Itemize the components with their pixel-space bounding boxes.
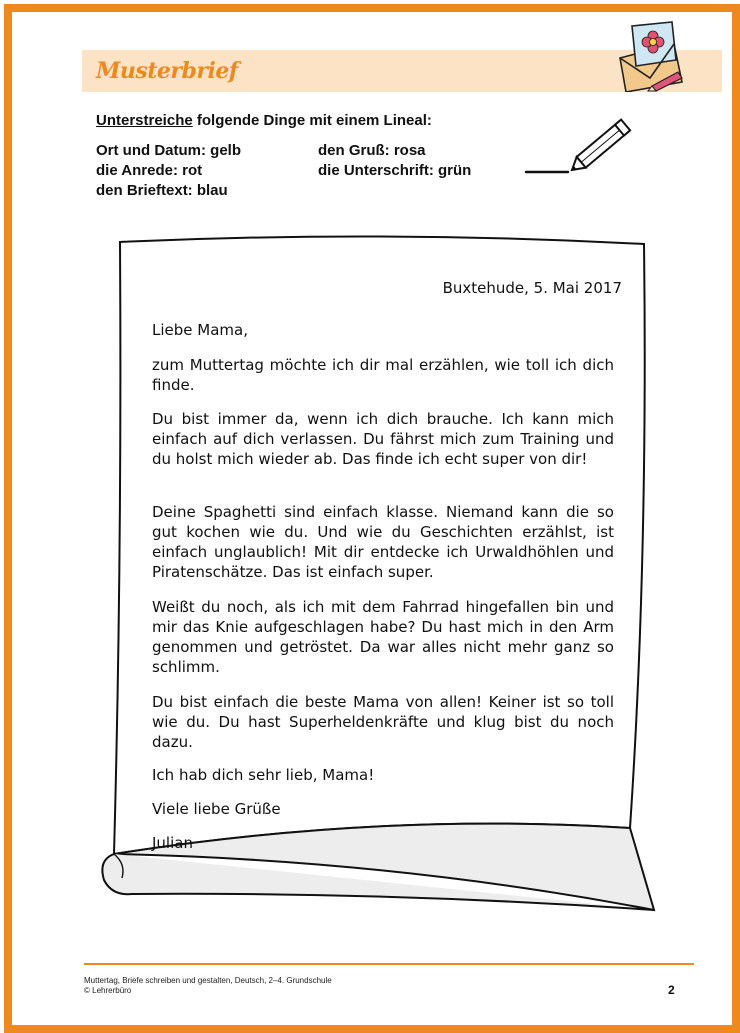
- legend-salutation: die Anrede: rot: [96, 162, 203, 179]
- letter-paragraph: Deine Spaghetti sind einfach klasse. Niemand kann die so gut kochen wie du. Und wie du Geschichten erzählst, ist einfach unglaublich! Mit dir entdecke ich Urwaldhöhlen und Piratenschätze. Das ist einfach super.: [152, 503, 614, 581]
- letter-signature: Julian: [152, 834, 193, 852]
- instruction-title: Unterstreiche folgende Dinge mit einem Lineal:: [96, 112, 432, 129]
- footer-divider: [84, 963, 694, 965]
- letter-paragraph: Du bist immer da, wenn ich dich brauche. Ich kann mich einfach auf dich verlassen. Du fährst mich zum Training und du holst mich wieder ab. Das finde ich echt super von dir!: [152, 410, 614, 468]
- letter-salutation: Liebe Mama,: [152, 321, 248, 339]
- legend-signature: die Unterschrift: grün: [318, 162, 472, 179]
- legend-place-date: Ort und Datum: gelb: [96, 142, 241, 159]
- pencil-icon: [522, 112, 632, 182]
- footer-source: [84, 976, 332, 996]
- legend-body-text: den Brieftext: blau: [96, 182, 228, 199]
- page-number: 2: [668, 983, 675, 997]
- letter-closing: Viele liebe Grüße: [152, 800, 281, 818]
- letter-paragraph: Ich hab dich sehr lieb, Mama!: [152, 766, 375, 784]
- footer-line-1: Muttertag, Briefe schreiben und gestalten, Deutsch, 2–4. Grundschule: [84, 976, 332, 985]
- page-title: Musterbrief: [96, 58, 238, 84]
- envelope-card-icon: [612, 20, 688, 92]
- letter-paragraph: Weißt du noch, als ich mit dem Fahrrad hingefallen bin und mir das Knie aufgeschlagen habe? Du hast mich in den Arm genommen und getröstet. Da war alles nicht mehr ganz so schlimm.: [152, 598, 614, 676]
- letter-paragraph: zum Muttertag möchte ich dir mal erzählen, wie toll ich dich finde.: [152, 356, 614, 394]
- legend-greeting: den Gruß: rosa: [318, 142, 426, 159]
- footer-line-2: © Lehrerbüro: [84, 986, 132, 995]
- letter-paragraph: Du bist einfach die beste Mama von allen! Keiner ist so toll wie du. Du hast Superheldenkräfte und klug bist du noch dazu.: [152, 693, 614, 751]
- letter-place-date: Buxtehude, 5. Mai 2017: [442, 279, 622, 297]
